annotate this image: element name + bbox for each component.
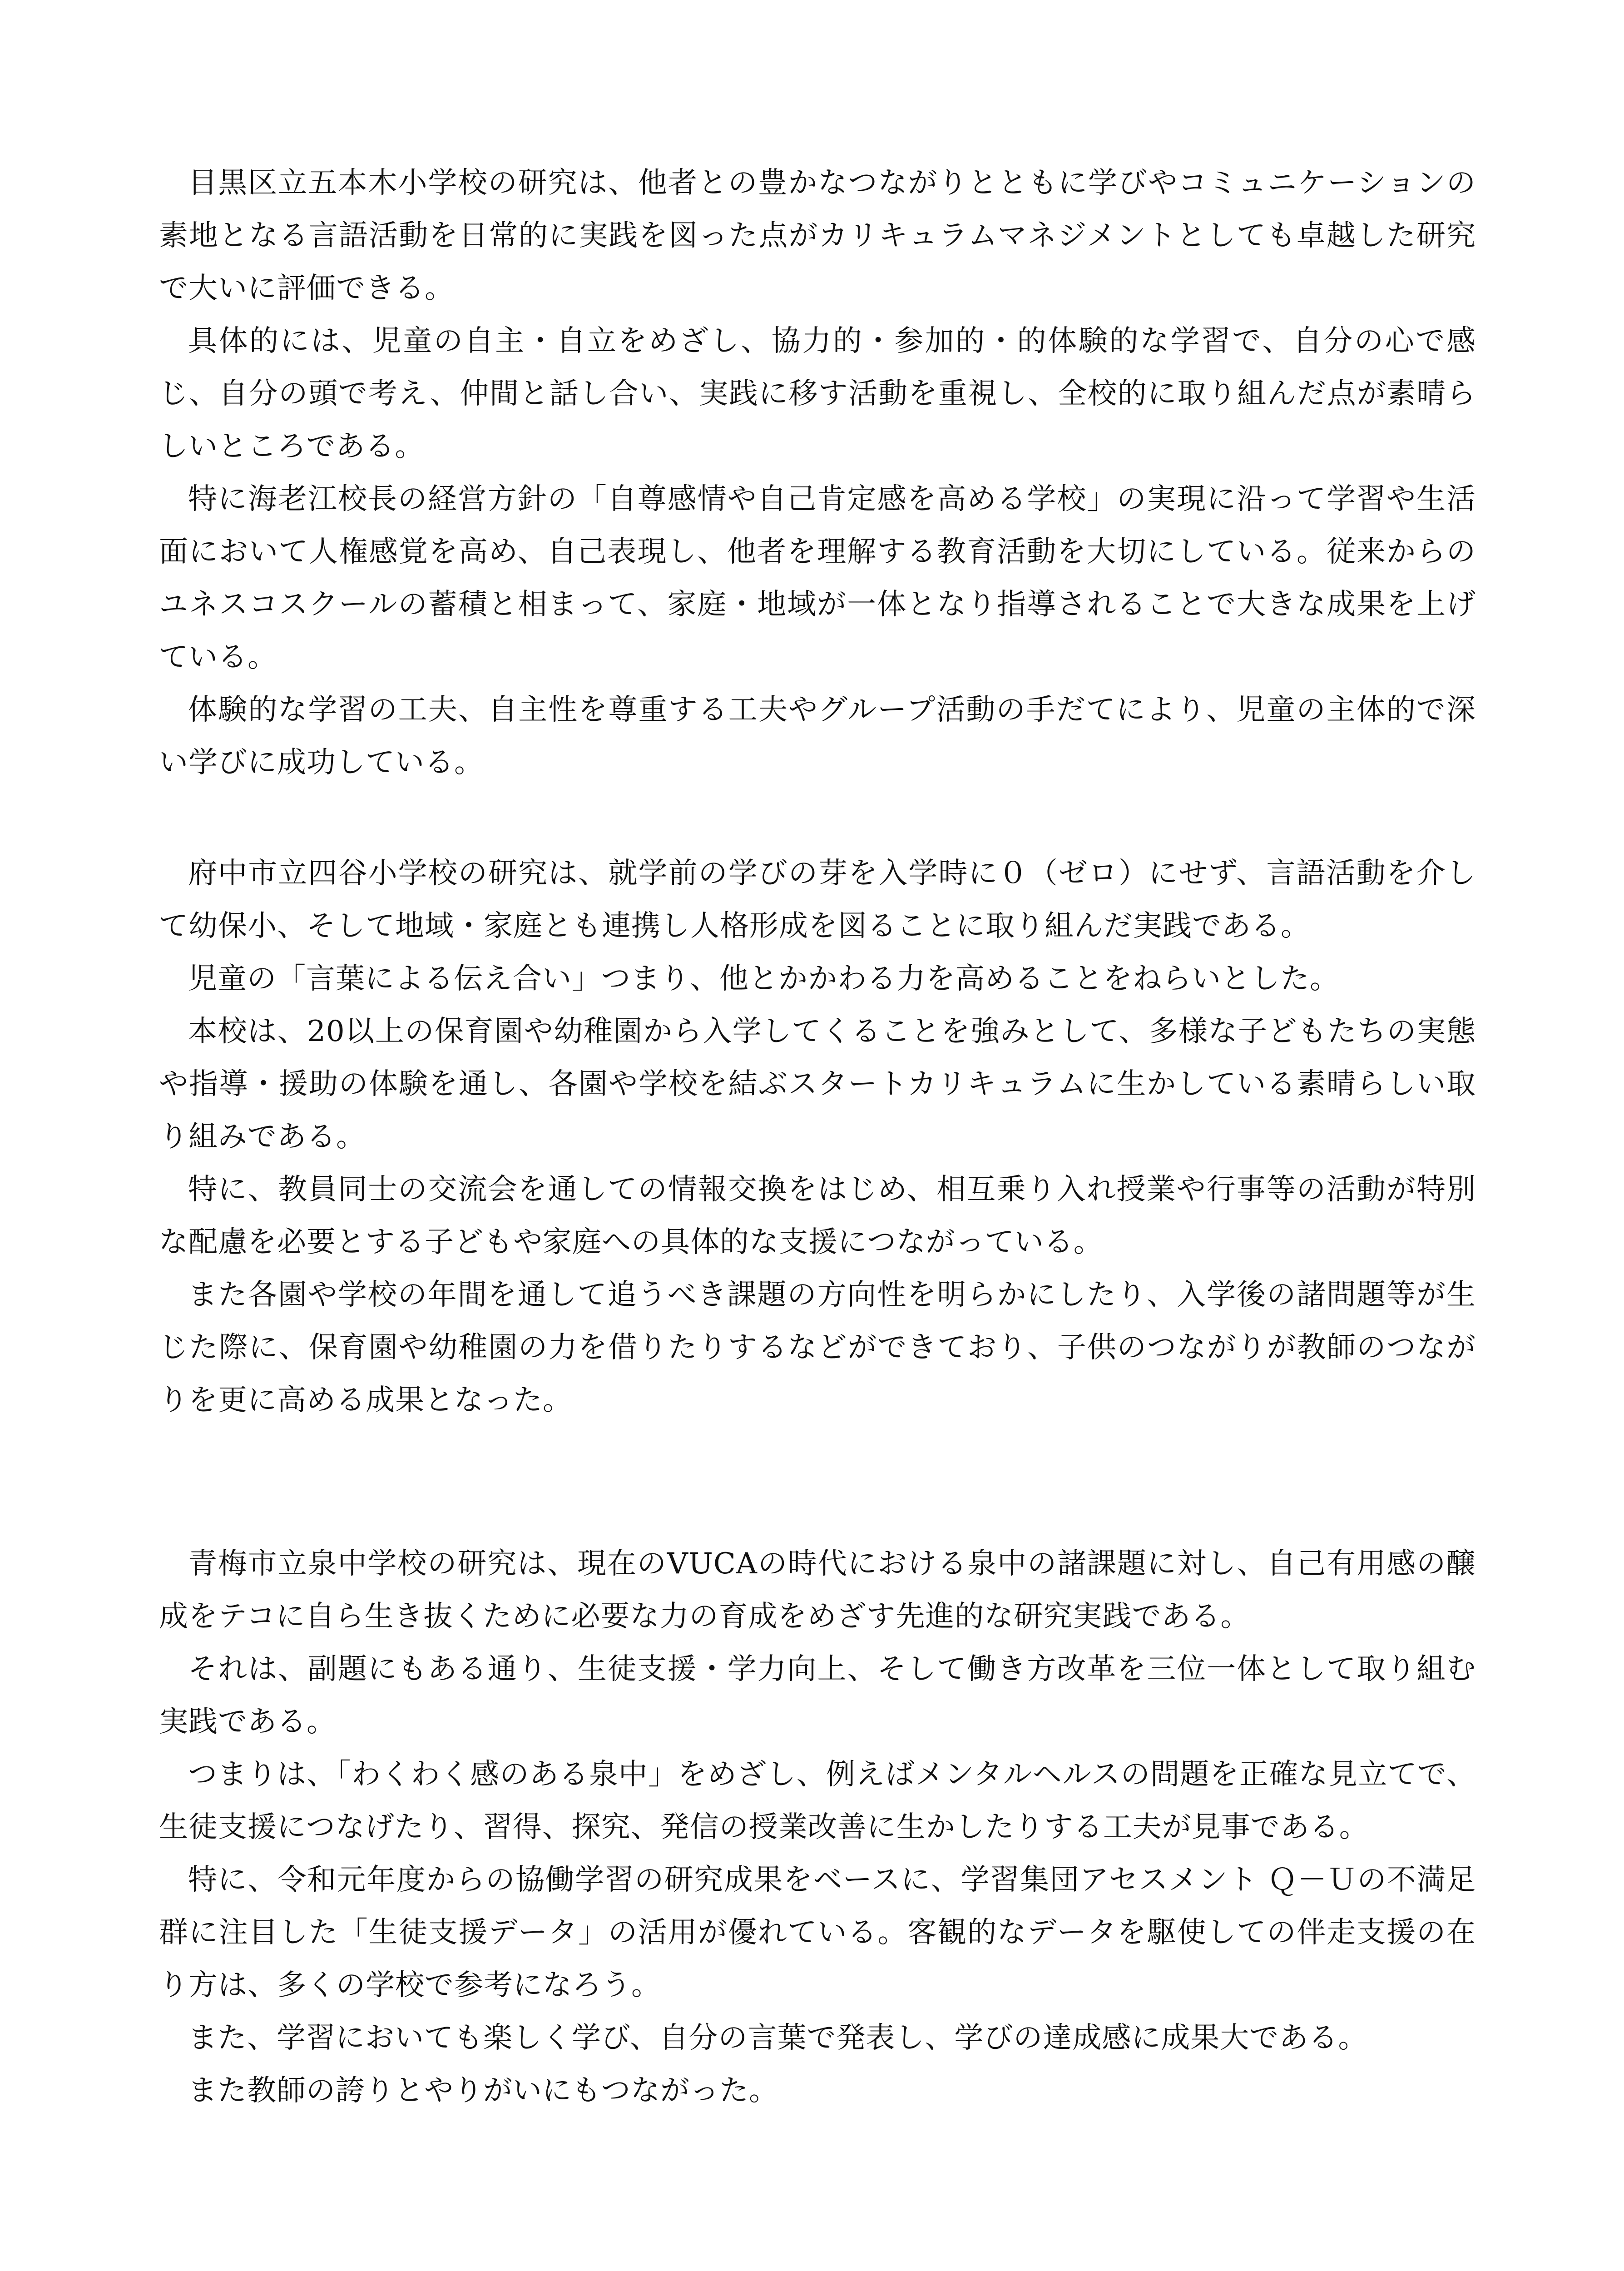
paragraph: また教師の誇りとやりがいにもつながった。 xyxy=(188,2074,778,2107)
review-section-yotsuya xyxy=(159,847,1476,1427)
paragraph: 特に、教員同士の交流会を通しての情報交換をはじめ、相互乗り入れ授業や行事等の活動が特別な配慮を必要とする子どもや家庭への具体的な支援につながっている。 xyxy=(159,1173,1476,1259)
review-section-gohongi xyxy=(159,157,1476,789)
paragraph: また各園や学校の年間を通して追うべき課題の方向性を明らかにしたり、入学後の諸問題等が生じた際に、保育園や幼稚園の力を借りたりするなどができており、子供のつながりが教師のつながりを更に高める成果となった。 xyxy=(159,1278,1476,1417)
paragraph: また、学習においても楽しく学び、自分の言葉で発表し、学びの達成感に成果大である。 xyxy=(188,2021,1368,2055)
paragraph: 特に、令和元年度からの協働学習の研究成果をベースに、学習集団アセスメント Ｑ－Ｕの不満足群に注目した「生徒支援データ」の活用が優れている。客観的なデータを駆使しての伴走支援の在り方は、多くの学校で参考になろう。 xyxy=(159,1863,1476,2002)
paragraph: 児童の「言葉による伝え合い」つまり、他とかかわる力を高めることをねらいとした。 xyxy=(188,962,1339,996)
paragraph: 青梅市立泉中学校の研究は、現在のVUCAの時代における泉中の諸課題に対し、自己有用感の醸成をテコに自ら生き抜くために必要な力の育成をめざす先進的な研究実践である。 xyxy=(159,1547,1476,1633)
paragraph: 特に海老江校長の経営方針の「自尊感情や自己肯定感を高める学校」の実現に沿って学習や生活面において人権感覚を高め、自己表現し、他者を理解する教育活動を大切にしている。従来からのユネスコスクールの蓄積と相まって、家庭・地域が一体となり指導されることで大きな成果を上げている。 xyxy=(159,482,1476,674)
paragraph: 具体的には、児童の自主・自立をめざし、協力的・参加的・的体験的な学習で、自分の心で感じ、自分の頭で考え、仲間と話し合い、実践に移す活動を重視し、全校的に取り組んだ点が素晴らしいところである。 xyxy=(159,324,1476,463)
paragraph: 府中市立四谷小学校の研究は、就学前の学びの芽を入学時に０（ゼロ）にせず、言語活動を介して幼保小、そして地域・家庭とも連携し人格形成を図ることに取り組んだ実践である。 xyxy=(159,857,1476,943)
paragraph: 目黒区立五本木小学校の研究は、他者との豊かなつながりとともに学びやコミュニケーションの素地となる言語活動を日常的に実践を図った点がカリキュラムマネジメントとしても卓越した研究で大いに評価できる。 xyxy=(159,166,1476,305)
review-section-izumi xyxy=(159,1537,1476,2117)
paragraph: 本校は、20以上の保育園や幼稚園から入学してくることを強みとして、多様な子どもたちの実態や指導・援助の体験を通し、各園や学校を結ぶスタートカリキュラムに生かしている素晴らしい取り組みである。 xyxy=(159,1015,1476,1154)
paragraph: 体験的な学習の工夫、自主性を尊重する工夫やグループ活動の手だてにより、児童の主体的で深い学びに成功している。 xyxy=(159,693,1476,779)
paragraph: つまりは、「わくわく感のある泉中」をめざし、例えばメンタルヘルスの問題を正確な見立てで、生徒支援につなげたり、習得、探究、発信の授業改善に生かしたりする工夫が見事である。 xyxy=(159,1758,1476,1844)
paragraph: それは、副題にもある通り、生徒支援・学力向上、そして働き方改革を三位一体として取り組む実践である。 xyxy=(159,1652,1476,1739)
